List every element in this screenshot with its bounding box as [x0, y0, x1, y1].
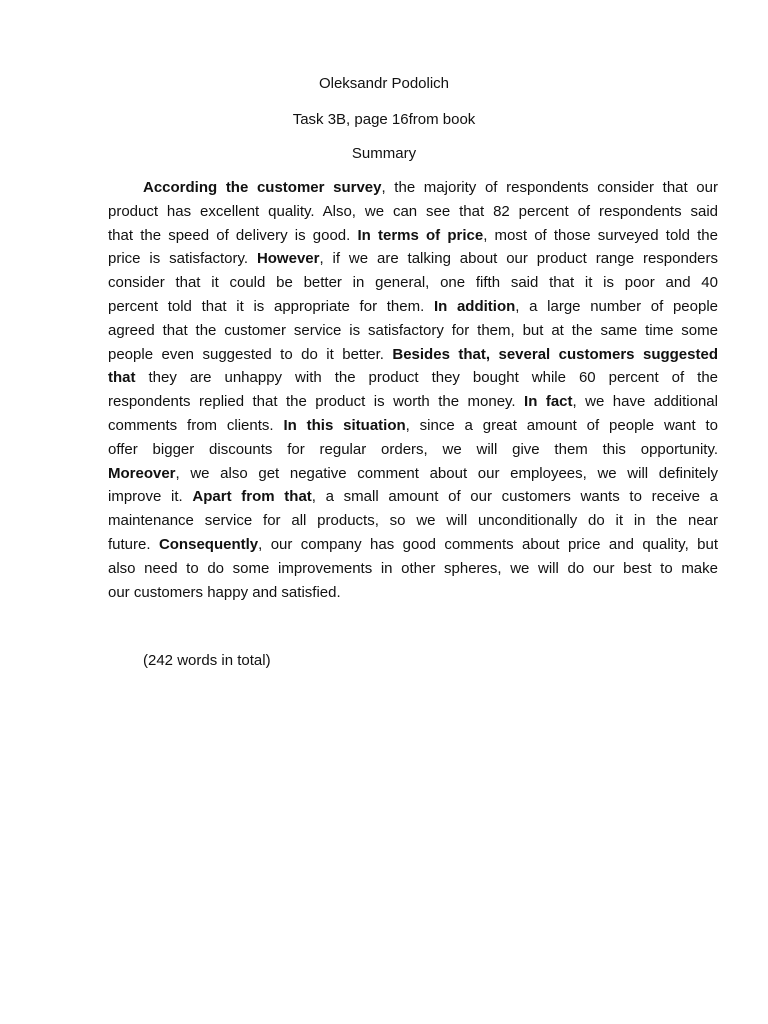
document-heading: Summary [351, 145, 417, 162]
text-run: consider that it could be better in general, one fifth said that it is poor and 40 [108, 274, 718, 292]
text-run: , we also get negative comment about our employees, we will definitely [175, 464, 718, 482]
word-count: (242 words in total) [143, 652, 271, 669]
paragraph-line [108, 200, 718, 224]
text-run: , since a great amount of people want to [405, 416, 718, 434]
paragraph-line [108, 271, 718, 295]
text-run: percent told that it is appropriate for them. [108, 297, 434, 315]
text-run: our customers happy and satisfied. [108, 583, 341, 601]
paragraph-line [108, 390, 718, 414]
bold-phrase: Apart from that [192, 488, 312, 506]
text-run: , a large number of people [515, 297, 718, 315]
paragraph-line [108, 295, 718, 319]
bold-phrase: In terms of price [357, 226, 484, 244]
text-run: comments from clients. [108, 416, 284, 434]
text-run: , we have additional [572, 393, 718, 411]
bold-phrase: Besides that, several customers suggested [392, 345, 718, 363]
text-run: , a small amount of our customers wants to receive a [311, 488, 719, 506]
bold-phrase: In this situation [283, 416, 406, 434]
text-run: offer bigger discounts for regular orders, we will give them this opportunity. [108, 440, 718, 458]
text-run: they are unhappy with the product they bought while 60 percent of the [135, 369, 718, 387]
text-run: , most of those surveyed told the [483, 226, 718, 244]
text-run: price is satisfactory. [108, 250, 257, 268]
paragraph-line [108, 533, 718, 557]
bold-phrase: According the customer survey [143, 179, 382, 196]
bold-phrase: that [108, 369, 136, 387]
bold-phrase: Moreover [108, 464, 176, 482]
paragraph-line [108, 462, 718, 486]
text-run: that the speed of delivery is good. [108, 226, 358, 244]
text-run: people even suggested to do it better. [108, 345, 393, 363]
summary-paragraph [108, 176, 718, 604]
text-run: , the majority of respondents consider that our [381, 179, 718, 196]
task-reference: Task 3B, page 16from book [292, 111, 476, 128]
text-run: product has excellent quality. Also, we can see that 82 percent of respondents said [108, 202, 718, 220]
text-run: maintenance service for all products, so we will unconditionally do it in the near [108, 512, 718, 530]
paragraph-line [108, 485, 718, 509]
bold-phrase: Consequently [158, 535, 259, 553]
paragraph-line [108, 176, 718, 200]
author-name: Oleksandr Podolich [318, 75, 450, 92]
paragraph-line [108, 319, 718, 343]
text-run: respondents replied that the product is worth the money. [108, 393, 525, 411]
paragraph-line [108, 438, 718, 462]
paragraph-line [108, 224, 718, 248]
paragraph-line [108, 343, 718, 367]
bold-phrase: However [256, 250, 320, 268]
paragraph-line [108, 509, 718, 533]
paragraph-line [108, 247, 718, 271]
text-run: agreed that the customer service is satisfactory for them, but at the same time some [108, 321, 718, 339]
paragraph-line [108, 581, 718, 605]
paragraph-line [108, 557, 718, 581]
text-run: future. [108, 535, 159, 553]
text-run: improve it. [108, 488, 193, 506]
paragraph-line [108, 414, 718, 438]
bold-phrase: In addition [433, 297, 516, 315]
text-run: , our company has good comments about price and quality, but [258, 535, 718, 553]
text-run: , if we are talking about our product range responders [319, 250, 719, 268]
text-run: also need to do some improvements in other spheres, we will do our best to make [108, 559, 718, 577]
bold-phrase: In fact [524, 393, 573, 411]
paragraph-line [108, 366, 718, 390]
